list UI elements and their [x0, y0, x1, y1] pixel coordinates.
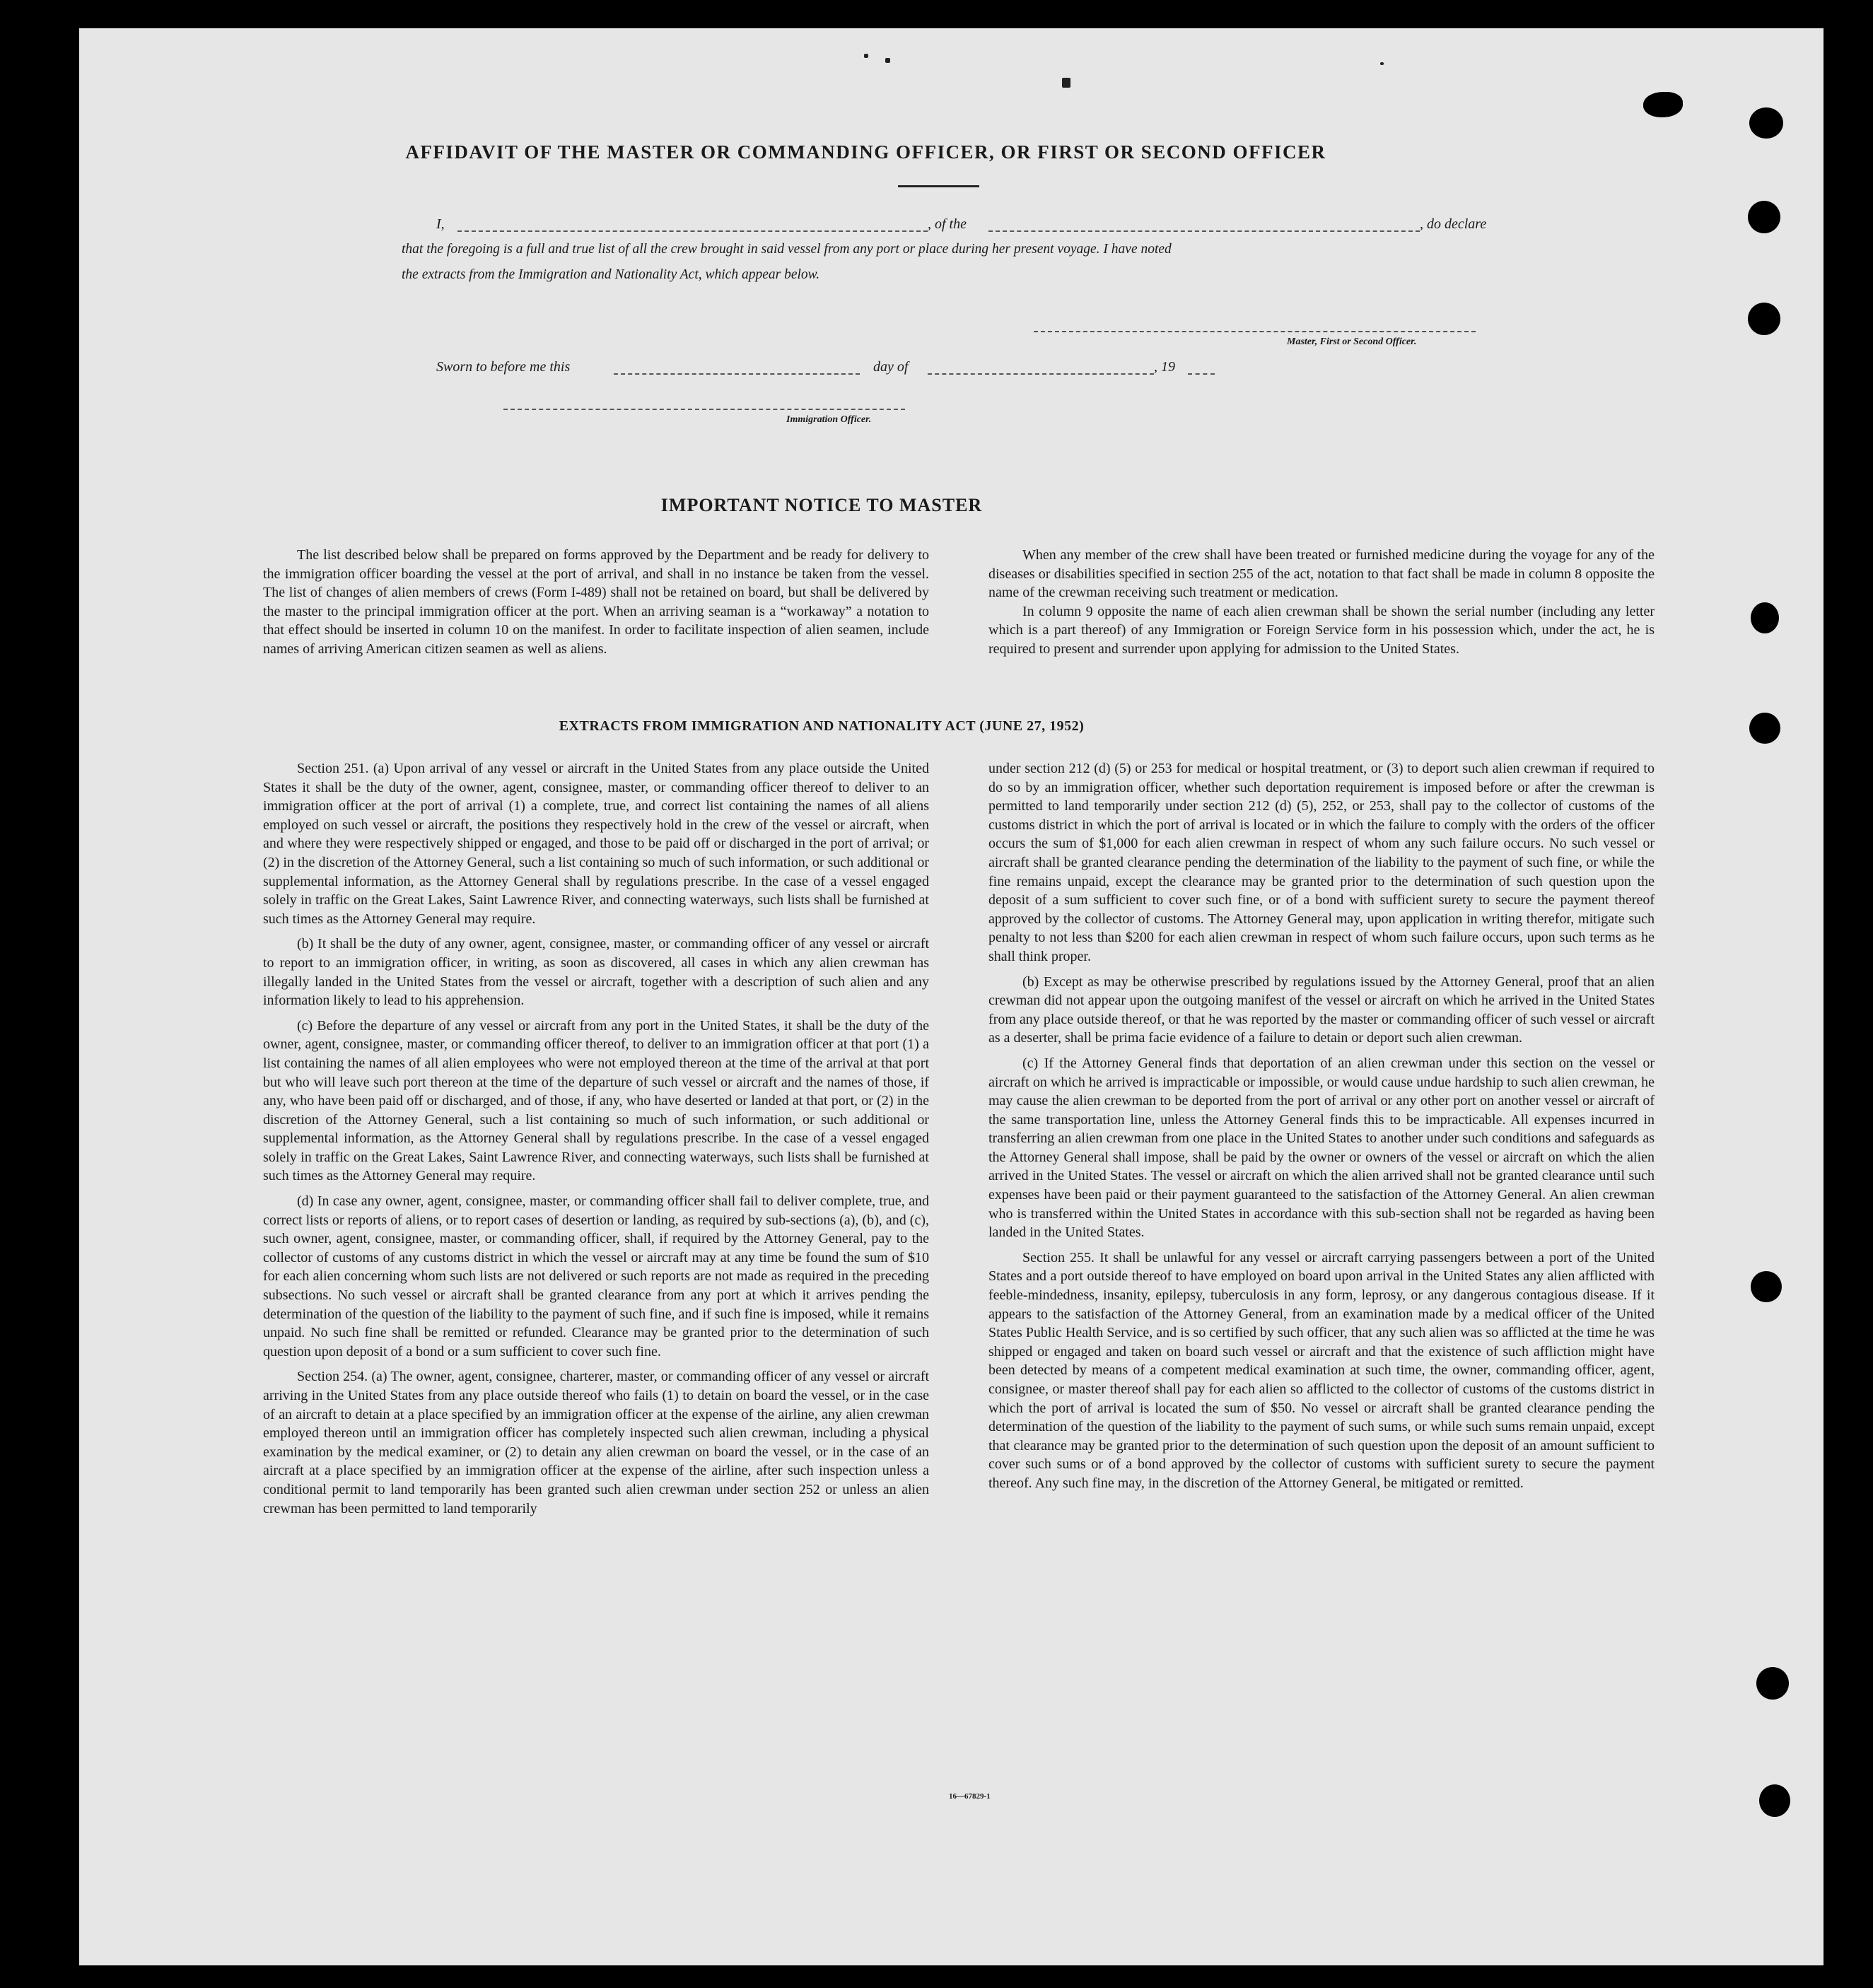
section-251c: (c) Before the departure of any vessel or aircraft from any port in the United States, it shall be the duty of the owner, agent, consignee, master, or commanding officer thereof, to deliver to an immigration officer at that port (1) a list containing the names of all alien employees who were not employed thereon at the time of the arrival at that port but who will leave such port thereon at the time of the departure of such vessel or aircraft and the names of those, if any, who have been paid off or discharged, and of those, if any, who have deserted or landed at that port, or (2) in the discretion of the Attorney General, such a list containing so much of such information, or such additional or supplemental information, as the Attorney General shall by regulations prescribe. In the case of a vessel engaged solely in traffic on the Great Lakes, Saint Lawrence River, and connecting waterways, such lists shall be furnished at such times as the Attorney General may require.: [263, 1017, 929, 1184]
form-code: 16—67829-1: [949, 1792, 991, 1801]
speck: [1062, 78, 1070, 88]
master-signature-label: Master, First or Second Officer.: [1287, 337, 1417, 347]
punch-hole: [1748, 201, 1780, 233]
punch-hole: [1643, 92, 1683, 117]
month-blank: [928, 373, 1154, 375]
day-of-label: day of: [873, 359, 909, 375]
declare-of-the: , of the: [928, 216, 967, 232]
section-254a-continued: under section 212 (d) (5) or 253 for medical or hospital treatment, or (3) to deport such alien crewman if required to do so by an immigration officer, whether such deportation requirement is imposed before or after the crewman is permitted to land temporarily under section 212 (d) (5), 252, or 253, shall pay to the collector of customs of the customs district in which the port of arrival is located or in which the failure to comply with the orders of the officer occurs the sum of $1,000 for each alien crewman in respect of whom any such failure occurs. No such vessel or aircraft shall be granted clearance pending the determination of the liability to the payment of such fine, or while the fine remains unpaid, except the clearance may be granted prior to the determination of such question upon the deposit of a sum sufficient to cover such fine, or of a bond with sufficient surety to secure the payment thereof approved by the collector of customs. The Attorney General may, upon application in writing therefor, mitigate such penalty to not less than $200 for each alien crewman in respect of whom such failure occurs, upon such terms as he shall think proper.: [988, 761, 1655, 964]
punch-hole: [1748, 303, 1780, 335]
vessel-blank: [988, 230, 1420, 232]
master-signature-line: [1034, 331, 1476, 332]
speck: [1380, 62, 1384, 65]
sworn-label: Sworn to before me this: [436, 359, 571, 375]
punch-hole: [1751, 1271, 1782, 1302]
notice-title: IMPORTANT NOTICE TO MASTER: [660, 495, 983, 515]
officer-signature-line: [503, 409, 905, 410]
year-blank: [1188, 373, 1215, 375]
notice-left-text: The list described below shall be prepared on forms approved by the Department and be ready for delivery to the immigration officer boarding the vessel at the port of arrival, and shall in no instance be taken from the vessel. The list of changes of alien members of crews (Form I-489) shall not be retained on board, but shall be delivered by the master to the principal immigration officer at the port. When an arriving seaman is a “workaway” a notation to that effect should be inserted in column 10 on the manifest. In order to facilitate inspection of alien seamen, include names of arriving American citizen seamen as well as aliens.: [263, 547, 929, 657]
punch-hole: [1759, 1784, 1790, 1817]
affidavit-title: AFFIDAVIT OF THE MASTER OR COMMANDING OFFICER, OR FIRST OR SECOND OFFICER: [405, 141, 1326, 163]
year-prefix: , 19: [1154, 359, 1175, 375]
extracts-left-column: [263, 759, 929, 1524]
statement-line-1: that the foregoing is a full and true list of all the crew brought in said vessel from any port or place during her present voyage. I have noted: [402, 242, 1172, 257]
title-underline: [898, 185, 979, 187]
punch-hole: [1749, 107, 1783, 139]
section-254b: (b) Except as may be otherwise prescribed by regulations issued by the Attorney General, proof that an alien crewman did not appear upon the outgoing manifest of the vessel or aircraft on which he arrived in the United States from any place outside thereof, or that he was reported by the master or commanding officer of such vessel or aircraft as a deserter, shall be prima facie evidence of a failure to detain or deport such alien crewman.: [988, 973, 1655, 1046]
document-page: [79, 28, 1824, 1965]
section-251b: (b) It shall be the duty of any owner, agent, consignee, master, or commanding officer of any vessel or aircraft to report to an immigration officer, in writing, as soon as discovered, all cases in which any alien crewman has illegally landed in the United States from the vessel or aircraft, together with a description of such alien and any information likely to lead to his apprehension.: [263, 936, 929, 1009]
section-251a: Section 251. (a) Upon arrival of any vessel or aircraft in the United States from any place outside the United States it shall be the duty of the owner, agent, consignee, master, or commanding officer thereof to deliver to an immigration officer at the port of arrival (1) a complete, true, and correct list containing the names of all aliens employed on such vessel or aircraft, the positions they respectively hold in the crew of the vessel or aircraft, when and where they were respectively shipped or engaged, and those to be paid off or discharged in the port of arrival; or (2) in the discretion of the Attorney General, such a list containing so much of such information, or such additional or supplemental information, as the Attorney General shall by regulations prescribe. In the case of a vessel engaged solely in traffic on the Great Lakes, Saint Lawrence River, and connecting waterways, such lists shall be furnished at such times as the Attorney General may require.: [263, 761, 929, 927]
punch-hole: [1751, 602, 1779, 633]
speck: [885, 58, 890, 63]
extracts-title: EXTRACTS FROM IMMIGRATION AND NATIONALITY ACT (JUNE 27, 1952): [559, 718, 1085, 734]
section-254c: (c) If the Attorney General finds that deportation of an alien crewman under this section on the vessel or aircraft on which he arrived is impracticable or impossible, or would cause undue hardship to such alien crewman, he may cause the alien crewman to be deported from the port of arrival or any other port on another vessel or aircraft of the same transportation line, unless the Attorney General finds this to be impracticable. All expenses incurred in transferring an alien crewman from one place in the United States to another under such conditions and safeguards as the Attorney General shall impose, shall be paid by the owner or owners of the vessel or aircraft on which the alien arrived in the United States. The vessel or aircraft on which the alien arrived shall not be granted clearance until such expenses have been paid or their payment guaranteed to the satisfaction of the Attorney General. An alien crewman who is transferred within the United States in accordance with this sub-section shall not be regarded as having been landed in the United States.: [988, 1055, 1655, 1241]
declare-i: I,: [436, 216, 445, 232]
notice-right-p1: When any member of the crew shall have been treated or furnished medicine during the voyage for any of the diseases or disabilities specified in section 255 of the act, notation to that fact shall be made in column 8 opposite the name of the crewman receiving such treatment or medication.: [988, 547, 1655, 601]
section-251d: (d) In case any owner, agent, consignee, master, or commanding officer shall fail to deliver complete, true, and correct lists or reports of aliens, or to report cases of desertion or landing, as required by sub-sections (a), (b), and (c), such owner, agent, consignee, master, or commanding officer, shall, if required by the Attorney General, pay to the collector of customs of any customs district in which the vessel or aircraft may at any time be found the sum of $10 for each alien concerning whom such lists are not delivered or such reports are not made as required in the preceding subsections. No such vessel or aircraft shall be granted clearance from any port at which it arrives pending the determination of the question of the liability to the payment of such fine, and if such fine is imposed, while it remains unpaid. No such fine shall be remitted or refunded. Clearance may be granted prior to the determination of such question upon deposit of a bond or a sum sufficient to cover such fine.: [263, 1193, 929, 1360]
section-254a: Section 254. (a) The owner, agent, consignee, charterer, master, or commanding officer of any vessel or aircraft arriving in the United States from any place outside thereof who fails (1) to detain on board the vessel, or in the case of an aircraft to detain at a place specified by an immigration officer at the expense of the airline, any alien crewman employed thereon until an immigration officer has completely inspected such alien crewman, including a physical examination by the medical examiner, or (2) to detain any alien crewman on board the vessel, or in the case of an aircraft at a place specified by an immigration officer at the expense of the airline, after such inspection unless a conditional permit to land temporarily has been granted such alien crewman under section 252 or unless an alien crewman has been permitted to land temporarily: [263, 1369, 929, 1516]
notice-right-p2: In column 9 opposite the name of each alien crewman shall be shown the serial number (including any letter which is a part thereof) of any Immigration or Foreign Service form in his possession which, under the act, he is required to present and surrender upon applying for admission to the United States.: [988, 603, 1655, 657]
notice-left-column: [263, 546, 929, 665]
punch-hole: [1749, 713, 1780, 744]
section-255: Section 255. It shall be unlawful for any vessel or aircraft carrying passengers between a port of the United States and a port outside thereof to have employed on board upon arrival in the United States any alien afflicted with feeble-mindedness, insanity, epilepsy, tuberculosis in any form, leprosy, or any dangerous contagious disease. If it appears to the satisfaction of the Attorney General, from an examination made by a medical officer of the United States Public Health Service, and is so certified by such officer, that any such alien was so afflicted at the time he was shipped or engaged and taken on board such vessel or aircraft and that the existence of such affliction might have been detected by means of a competent medical examination at such time, the owner, commanding officer, agent, consignee, or master thereof shall pay for each alien so afflicted to the collector of customs of the customs district in which the port of arrival is located the sum of $50. No vessel or aircraft shall be granted clearance pending the determination of the question of the liability to the payment of such sums, or while such sums remain unpaid, except that clearance may be granted prior to the determination of such question upon the deposit of an amount sufficient to cover such sums or of a bond approved by the collector of customs with sufficient surety to secure the payment thereof. Any such fine may, in the discretion of the Attorney General, be mitigated or remitted.: [988, 1249, 1655, 1491]
speck: [864, 54, 868, 58]
punch-hole: [1756, 1667, 1789, 1700]
officer-signature-label: Immigration Officer.: [786, 414, 872, 425]
notice-right-column: [988, 546, 1655, 665]
sworn-day-blank: [614, 373, 860, 375]
extracts-right-column: [988, 759, 1655, 1499]
name-blank: [457, 230, 928, 232]
statement-line-2: the extracts from the Immigration and Nationality Act, which appear below.: [402, 267, 820, 282]
declare-end: , do declare: [1420, 216, 1487, 232]
